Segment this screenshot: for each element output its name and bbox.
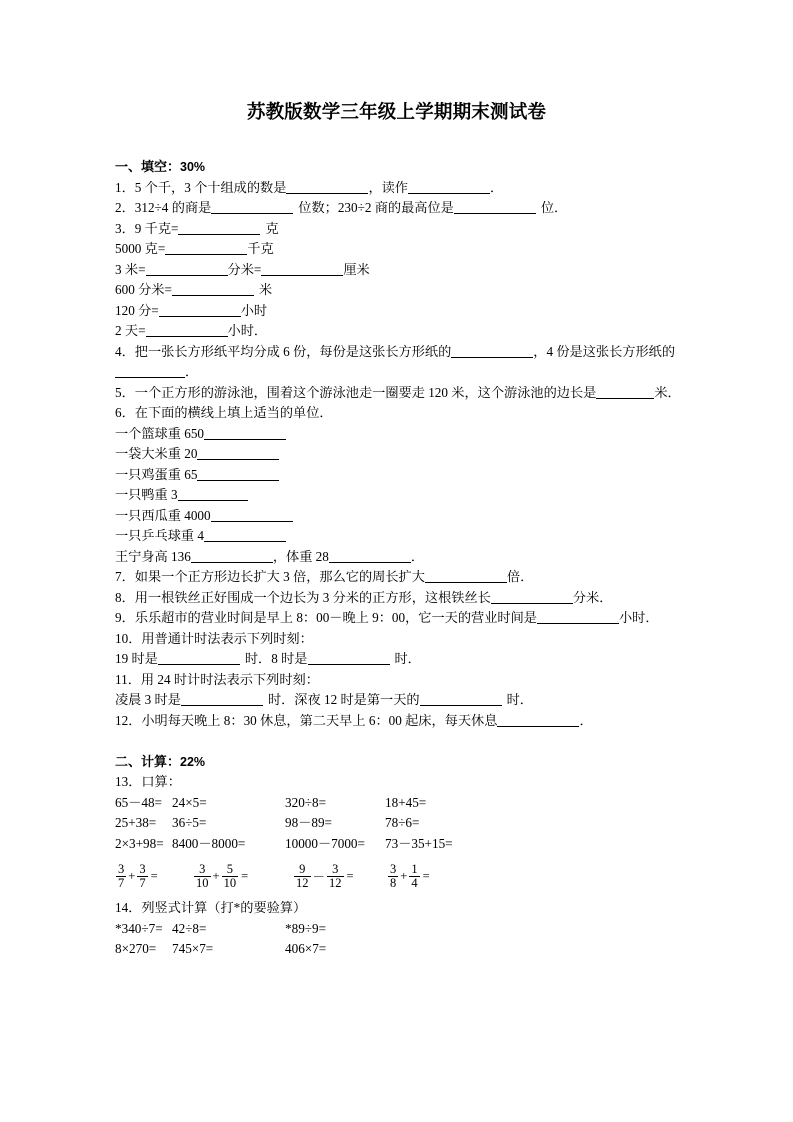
question-5	[115, 383, 685, 404]
fraction-numerator: 3	[139, 861, 146, 876]
question-2	[115, 198, 685, 219]
fraction-denominator: 7	[139, 875, 146, 890]
operator: +	[128, 868, 136, 883]
question-3-line-6-text: 2 天=	[115, 323, 146, 338]
fraction	[294, 863, 311, 890]
question-3-line-6-unit: 小时．	[227, 323, 268, 338]
equals-sign: =	[150, 868, 158, 883]
answer-blank[interactable]	[454, 201, 536, 214]
vertical-calc-expression: 745×7=	[172, 941, 214, 956]
question-2-text-a: 2．312÷4 的商是	[115, 200, 212, 215]
question-3-line-3	[115, 260, 685, 281]
answer-blank[interactable]	[158, 652, 240, 665]
answer-blank[interactable]	[146, 324, 228, 337]
fraction	[194, 863, 211, 890]
fraction-denominator: 4	[411, 875, 418, 890]
answer-blank[interactable]	[204, 529, 286, 542]
question-9-text-a: 9．乐乐超市的营业时间是早上 8：00－晚上 9：00，它一天的营业时间是	[115, 610, 537, 625]
question-6-item	[115, 465, 685, 486]
question-11-text-b: 时．深夜 12 时是第一天的	[267, 692, 420, 707]
operator: +	[212, 868, 220, 883]
question-13: 13．口算：	[115, 774, 181, 789]
answer-blank[interactable]	[211, 509, 293, 522]
vertical-calc-expression: 406×7=	[285, 941, 327, 956]
question-6-item-label: 一只鸭重 3	[115, 487, 178, 502]
question-5-text-b: 米．	[654, 384, 681, 400]
section-two-heading	[115, 752, 685, 773]
fraction-expression	[115, 858, 158, 894]
fraction-denominator: 12	[296, 875, 309, 890]
question-3-text: 3．9 千克=	[115, 220, 179, 236]
oral-expression: 8400－8000=	[172, 835, 246, 851]
oral-expression: 320÷8=	[285, 794, 327, 810]
question-14: 14．列竖式计算（打*的要验算）	[115, 900, 307, 915]
question-7-text-a: 7．如果一个正方形边长扩大 3 倍，那么它的周长扩大	[115, 569, 425, 584]
fraction	[327, 863, 344, 890]
fraction	[137, 863, 147, 890]
fraction-expression	[293, 858, 354, 894]
answer-blank[interactable]	[408, 181, 490, 194]
answer-blank[interactable]	[497, 714, 579, 727]
question-10-text-c: 时．	[394, 651, 421, 666]
fraction-expression	[193, 858, 248, 894]
question-6-item-label: 一只西瓜重 4000	[115, 507, 211, 523]
question-3-line-6	[115, 321, 685, 342]
question-3-line-3-text-a: 3 米=	[115, 261, 146, 277]
fraction	[116, 863, 126, 890]
equals-sign: =	[422, 868, 430, 883]
answer-blank[interactable]	[197, 468, 279, 481]
answer-blank[interactable]	[211, 201, 293, 214]
question-11-text-c: 时．	[506, 692, 533, 707]
section-one-points: 30%	[180, 160, 206, 174]
vertical-calc-expression: 8×270=	[115, 941, 157, 956]
equals-sign: =	[346, 868, 354, 883]
operator: +	[400, 868, 408, 883]
oral-expression: 25+38=	[115, 815, 157, 830]
vertical-calc-row	[115, 919, 685, 940]
answer-blank[interactable]	[286, 181, 368, 194]
page-title: 苏教版数学三年级上学期期末测试卷	[246, 102, 547, 123]
fraction-expression	[387, 858, 430, 894]
question-11-line-2	[115, 690, 685, 711]
answer-blank[interactable]	[329, 550, 411, 563]
answer-blank[interactable]	[181, 693, 263, 706]
question-3-line-4-unit: 米	[258, 282, 273, 297]
oral-expression: 65－48=	[115, 794, 162, 810]
oral-expression: 78÷6=	[385, 815, 420, 830]
answer-blank[interactable]	[178, 222, 260, 235]
fraction	[222, 863, 239, 890]
question-6-item-label: 一只鸡蛋重 65	[115, 466, 198, 482]
question-6: 6．在下面的横线上填上适当的单位．	[115, 405, 333, 420]
answer-blank[interactable]	[172, 283, 254, 296]
question-3-line-2	[115, 239, 685, 260]
fraction-numerator: 3	[199, 861, 206, 876]
oral-expression: 73－35+15=	[385, 835, 453, 851]
oral-expression: 18+45=	[385, 794, 427, 810]
question-8	[115, 588, 685, 609]
answer-blank[interactable]	[159, 304, 241, 317]
answer-blank[interactable]	[165, 242, 247, 255]
answer-blank[interactable]	[191, 550, 273, 563]
fraction	[388, 863, 398, 890]
question-6-item	[115, 444, 685, 465]
oral-expression: 24×5=	[172, 794, 207, 810]
section-two-points: 22%	[180, 754, 206, 769]
question-7	[115, 567, 685, 588]
question-6-item	[115, 485, 685, 506]
answer-blank[interactable]	[491, 591, 573, 604]
question-4-text-c: ．	[185, 364, 199, 379]
question-6-item-label: 一只乒乓球重 4	[115, 528, 205, 543]
oral-expression: 98－89=	[285, 815, 332, 830]
question-3-line-4-text: 600 分米=	[115, 282, 172, 297]
question-10-text-b: 时．8 时是	[244, 651, 308, 666]
fraction-numerator: 1	[411, 861, 418, 876]
fraction-denominator: 10	[223, 875, 237, 890]
answer-blank[interactable]	[451, 345, 533, 358]
question-3-line-5-unit: 小时	[240, 302, 268, 318]
equals-sign: =	[241, 868, 249, 883]
question-11: 11．用 24 时计时法表示下列时刻：	[115, 671, 319, 687]
question-1-text-a: 1．5 个千，3 个十组成的数是	[115, 179, 287, 195]
vertical-calc-row	[115, 939, 685, 960]
question-1-text-c: ．	[490, 179, 504, 195]
question-3-line-4	[115, 280, 685, 301]
answer-blank[interactable]	[425, 570, 507, 583]
question-4	[115, 342, 685, 383]
question-8-text-a: 8．用一根铁丝正好围成一个边长为 3 分米的正方形，这根铁丝长	[115, 589, 491, 605]
question-3-line-3-text-b: 分米=	[227, 261, 262, 277]
fraction-denominator: 10	[196, 875, 209, 890]
fraction-denominator: 12	[329, 875, 342, 890]
oral-expression: 10000－7000=	[285, 835, 365, 851]
section-gap	[115, 731, 685, 752]
question-6-wangning-text-c: ．	[410, 548, 425, 564]
answer-blank[interactable]	[197, 447, 279, 460]
question-12-text-a: 12．小明每天晚上 8：30 休息，第二天早上 6：00 起床，每天休息	[115, 712, 498, 728]
question-5-text-a: 5．一个正方形的游泳池，围着这个游泳池走一圈要走 120 米，这个游泳池的边长是	[115, 384, 597, 400]
question-1-text-b: ，读作	[368, 179, 408, 195]
question-3	[115, 219, 685, 240]
question-6-item	[115, 526, 685, 547]
question-12-text-b: ．	[579, 712, 593, 728]
question-3-line-5	[115, 301, 685, 322]
oral-expression: 36÷5=	[172, 815, 207, 830]
oral-expression: 2×3+98=	[115, 835, 164, 851]
question-6-item-wangning	[115, 547, 685, 568]
question-4-text-b: ，4 份是这张长方形纸的	[533, 343, 676, 359]
question-6-wangning-text-a: 王宁身高 136	[115, 548, 191, 564]
vertical-calc-expression: *340÷7=	[115, 920, 163, 936]
operator: －	[312, 870, 326, 884]
question-11-text-a: 凌晨 3 时是	[115, 692, 181, 707]
question-9-text-b: 小时．	[619, 610, 659, 625]
question-8-text-b: 分米．	[572, 589, 613, 605]
fraction-numerator: 3	[332, 861, 339, 876]
vertical-calc-expression: 42÷8=	[172, 920, 207, 936]
question-12	[115, 711, 685, 732]
fraction-numerator: 3	[390, 861, 397, 876]
fraction-numerator: 9	[299, 861, 306, 876]
exam-body	[115, 157, 685, 960]
answer-blank[interactable]	[146, 263, 228, 276]
question-3-line-3-unit: 厘米	[343, 261, 370, 277]
fraction-arithmetic-row	[115, 858, 685, 898]
fraction-numerator: 3	[118, 861, 125, 876]
question-1	[115, 178, 685, 199]
question-6-item	[115, 424, 685, 445]
question-6-item-label: 一个篮球重 650	[115, 425, 205, 441]
oral-arithmetic-row	[115, 813, 685, 834]
question-3-line-2-text: 5000 克=	[115, 241, 166, 256]
question-3-line-5-text: 120 分=	[115, 302, 159, 318]
question-2-text-b: 位数；230÷2 商的最高位是	[298, 200, 454, 215]
fraction-denominator: 8	[390, 875, 397, 890]
question-2-text-c: 位．	[540, 200, 568, 215]
answer-blank[interactable]	[178, 488, 248, 501]
oral-arithmetic-row	[115, 793, 685, 814]
question-10-line-2	[115, 649, 685, 670]
fraction-denominator: 7	[118, 875, 125, 890]
answer-blank[interactable]	[537, 611, 619, 624]
section-one-label: 一、填空：	[115, 159, 181, 174]
question-6-wangning-text-b: ，体重 28	[272, 548, 329, 564]
question-3-line-2-unit: 千克	[247, 241, 274, 256]
question-7-text-b: 倍．	[506, 569, 534, 584]
question-4-text-a: 4．把一张长方形纸平均分成 6 份，每份是这张长方形纸的	[115, 343, 452, 359]
question-6-item-label: 一袋大米重 20	[115, 446, 198, 461]
fraction	[409, 863, 419, 890]
section-one-heading	[115, 157, 685, 178]
fraction-numerator: 5	[226, 861, 233, 876]
question-10-text-a: 19 时是	[115, 651, 158, 666]
answer-blank[interactable]	[261, 263, 343, 276]
answer-blank[interactable]	[420, 693, 502, 706]
question-9	[115, 608, 685, 629]
question-6-item	[115, 506, 685, 527]
question-3-unit: 克	[265, 220, 279, 236]
answer-blank[interactable]	[204, 427, 286, 440]
answer-blank[interactable]	[308, 652, 390, 665]
section-two-label: 二、计算：	[115, 753, 181, 769]
vertical-calc-expression: *89÷9=	[285, 920, 327, 936]
answer-blank[interactable]	[115, 365, 185, 378]
answer-blank[interactable]	[596, 386, 654, 399]
question-10: 10．用普通计时法表示下列时刻：	[115, 630, 313, 646]
oral-arithmetic-row	[115, 834, 685, 855]
